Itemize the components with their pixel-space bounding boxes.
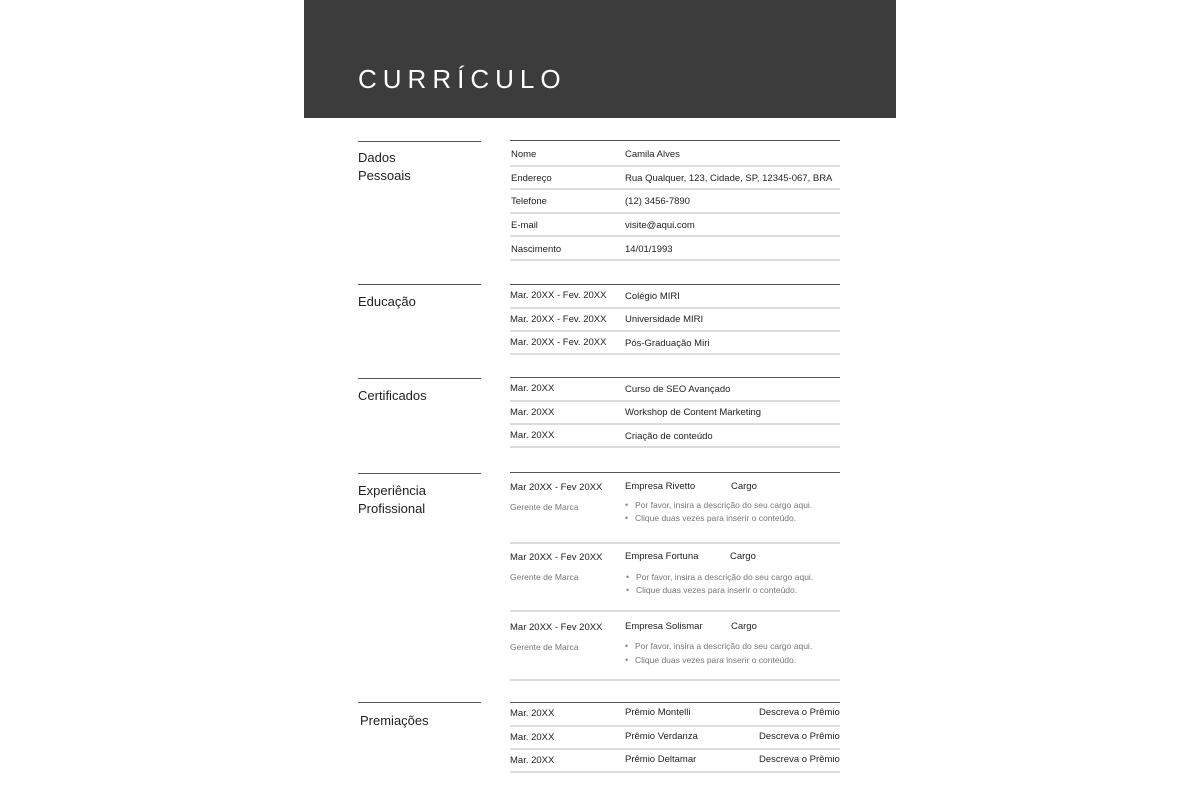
position-cell: Cargo: [731, 481, 757, 492]
date-cell: Mar. 20XX: [510, 407, 555, 418]
date-cell: Mar. 20XX: [510, 430, 555, 441]
section-divider: [358, 702, 481, 703]
company-cell: Empresa Rivetto: [625, 481, 696, 492]
institution-cell: Universidade MIRI: [625, 314, 704, 325]
field-value: visite@aqui.com: [625, 220, 695, 231]
description-bullet: • Por favor, insira a descrição do seu cargo aqui.: [625, 640, 812, 652]
section-label-line: Pessoais: [358, 168, 411, 183]
section-divider: [358, 284, 481, 285]
table-top-rule: [510, 284, 840, 285]
row-divider: [510, 188, 840, 190]
role-cell: Gerente de Marca: [510, 502, 579, 512]
certificate-cell: Criação de conteúdo: [625, 431, 713, 442]
row-divider: [510, 446, 840, 448]
institution-cell: Pós-Graduação Miri: [625, 338, 710, 349]
row-divider: [510, 330, 840, 332]
description-bullet: • Clique duas vezes para inserir o conteúdo.: [625, 512, 796, 524]
row-divider: [510, 542, 840, 544]
award-description-cell: Descreva o Prêmio: [759, 731, 840, 742]
field-key: Telefone: [511, 196, 547, 207]
row-divider: [510, 400, 840, 402]
field-key: E-mail: [511, 220, 538, 231]
field-key: Nascimento: [511, 244, 562, 255]
row-divider: [510, 679, 840, 681]
company-cell: Empresa Fortuna: [625, 551, 699, 562]
role-cell: Gerente de Marca: [510, 642, 579, 652]
date-cell: Mar. 20XX - Fev. 20XX: [510, 314, 607, 325]
date-cell: Mar. 20XX - Fev. 20XX: [510, 290, 607, 301]
table-top-rule: [510, 140, 840, 141]
date-cell: Mar 20XX - Fev 20XX: [510, 482, 603, 493]
row-divider: [510, 748, 840, 750]
section-label-certificates: Certificados: [358, 388, 427, 403]
row-divider: [510, 165, 840, 167]
section-label-line: Profissional: [358, 501, 426, 516]
award-description-cell: Descreva o Prêmio: [759, 754, 840, 765]
position-cell: Cargo: [730, 551, 756, 562]
resume-page: [304, 0, 896, 800]
institution-cell: Colégio MIRI: [625, 291, 680, 302]
description-bullet: • Clique duas vezes para inserir o conteúdo.: [625, 654, 796, 666]
row-divider: [510, 771, 840, 773]
company-cell: Empresa Solismar: [625, 621, 703, 632]
table-top-rule: [510, 702, 840, 703]
description-bullet: • Por favor, insira a descrição do seu cargo aqui.: [626, 571, 813, 583]
award-description-cell: Descreva o Prêmio: [759, 707, 840, 718]
date-cell: Mar 20XX - Fev 20XX: [510, 552, 603, 563]
section-divider: [358, 473, 481, 474]
section-divider: [358, 378, 481, 379]
section-label-education: Educação: [358, 294, 416, 309]
role-cell: Gerente de Marca: [510, 572, 579, 582]
table-top-rule: [510, 377, 840, 378]
row-divider: [510, 725, 840, 727]
section-label-personal: [358, 149, 411, 185]
row-divider: [510, 307, 840, 309]
row-divider: [510, 235, 840, 237]
date-cell: Mar. 20XX: [510, 755, 555, 766]
field-value: Rua Qualquer, 123, Cidade, SP, 12345-067, BRA: [625, 173, 833, 184]
section-label-line: Dados: [358, 150, 396, 165]
header-banner: [304, 0, 896, 118]
section-label-experience: [358, 482, 426, 518]
row-divider: [510, 610, 840, 612]
section-label-awards: Premiações: [360, 713, 429, 728]
award-cell: Prêmio Deltamar: [625, 754, 697, 765]
row-divider: [510, 423, 840, 425]
row-divider: [510, 259, 840, 261]
date-cell: Mar. 20XX: [510, 732, 555, 743]
field-value: (12) 3456-7890: [625, 196, 690, 207]
section-divider: [358, 141, 481, 142]
date-cell: Mar. 20XX: [510, 383, 555, 394]
table-top-rule: [510, 472, 840, 473]
field-key: Endereço: [511, 173, 552, 184]
field-value: 14/01/1993: [625, 244, 673, 255]
certificate-cell: Curso de SEO Avançado: [625, 384, 731, 395]
date-cell: Mar. 20XX - Fev. 20XX: [510, 337, 607, 348]
field-value: Camila Alves: [625, 149, 680, 160]
award-cell: Prêmio Montelli: [625, 707, 691, 718]
page-title: CURRÍCULO: [358, 64, 567, 94]
date-cell: Mar. 20XX: [510, 708, 555, 719]
certificate-cell: Workshop de Content Marketing: [625, 407, 762, 418]
award-cell: Prêmio Verdanza: [625, 731, 698, 742]
date-cell: Mar 20XX - Fev 20XX: [510, 622, 603, 633]
description-bullet: • Por favor, insira a descrição do seu cargo aqui.: [625, 499, 812, 511]
field-key: Nome: [511, 149, 537, 160]
section-label-line: Experiência: [358, 483, 426, 498]
description-bullet: • Clique duas vezes para inserir o conteúdo.: [626, 584, 797, 596]
row-divider: [510, 212, 840, 214]
row-divider: [510, 353, 840, 355]
position-cell: Cargo: [731, 621, 757, 632]
